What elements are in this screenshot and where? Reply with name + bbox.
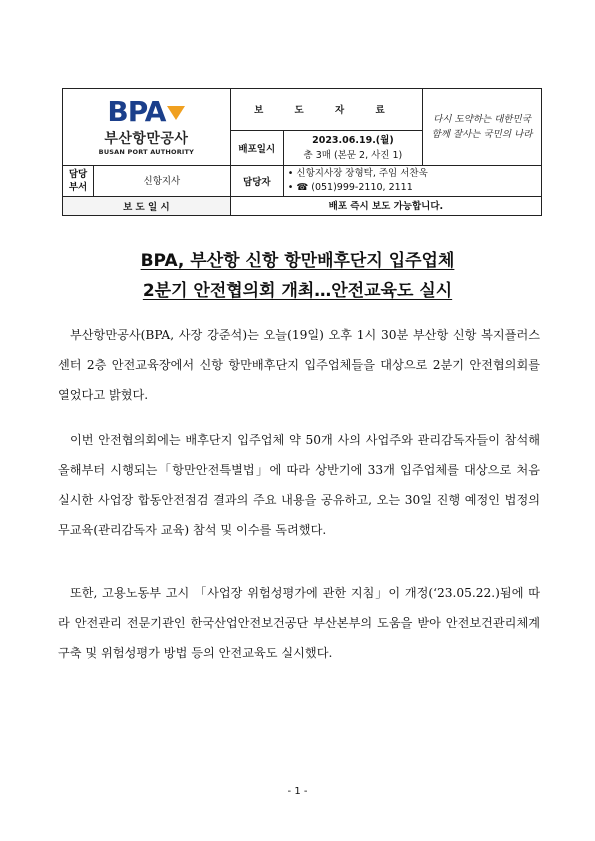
paragraph-1: 부산항만공사(BPA, 사장 강준석)는 오늘(19일) 오후 1시 30분 부산항 신항 복지플러스센터 2층 안전교육장에서 신항 항만배후단지 입주업체들을 대상으로 2분기 안전협의회를 열었다고 밝혔다. xyxy=(58,328,540,402)
paragraph-2: 이번 안전협의회에는 배후단지 입주업체 약 50개 사의 사업주와 관리감독자들이 참석해 올해부터 시행되는「항만안전특별법」에 따라 상반기에 33개 입주업체를 대상으로 처음 실시한 사업장 합동안전점검 결과의 주요 내용을 공유하고, 오는 30일 진행 예정인 법정의무교육(관리감독자 교육) 참석 및 이수를 독려했다. xyxy=(58,433,540,537)
page-number: - 1 - xyxy=(287,786,308,797)
dept-name: 신항지사 xyxy=(94,166,231,197)
contact-info xyxy=(283,166,541,197)
report-time-value: 배포 즉시 보도 가능합니다. xyxy=(230,197,541,216)
logo-triangle-icon xyxy=(167,106,185,120)
press-release-header xyxy=(62,88,542,216)
doc-title: 보 도 자 료 xyxy=(230,89,422,131)
contact-phone: • ☎ (051)999-2110, 2111 xyxy=(287,182,413,193)
slogan-line-2: 함께 잘사는 국민의 나라 xyxy=(431,129,533,140)
government-slogan xyxy=(423,89,542,166)
bpa-logo-text: BPA xyxy=(107,95,166,128)
org-name-en: BUSAN PORT AUTHORITY xyxy=(98,148,195,156)
article-title-line-1: BPA, 부산항 신항 항만배후단지 입주업체 xyxy=(140,251,455,271)
release-date-label: 배포일시 xyxy=(230,130,283,165)
article-title-line-2: 2분기 안전협의회 개최…안전교육도 실시 xyxy=(142,281,453,301)
dept-label: 담당 부서 xyxy=(63,166,94,197)
bpa-logo xyxy=(63,89,231,166)
org-name-ko: 부산항만공사 xyxy=(104,131,189,147)
report-time-label: 보 도 일 시 xyxy=(63,197,231,216)
paragraph-3: 또한, 고용노동부 고시 「사업장 위험성평가에 관한 지침」이 개정(‘23.05.22.)됨에 따라 안전관리 전문기관인 한국산업안전보건공단 부산본부의 도움을 받아 안전보건관리체계 구축 및 위험성평가 방법 등의 안전교육도 실시했다. xyxy=(58,586,540,660)
contact-label: 담당자 xyxy=(230,166,283,197)
contact-person: • 신항지사장 장형탁, 주임 서찬욱 xyxy=(287,168,428,179)
release-date: 2023.06.19.(월) xyxy=(312,134,394,146)
page-count: 총 3매 (본문 2, 사진 1) xyxy=(303,149,403,161)
slogan-line-1: 다시 도약하는 대한민국 xyxy=(433,114,531,125)
release-info xyxy=(283,130,422,165)
